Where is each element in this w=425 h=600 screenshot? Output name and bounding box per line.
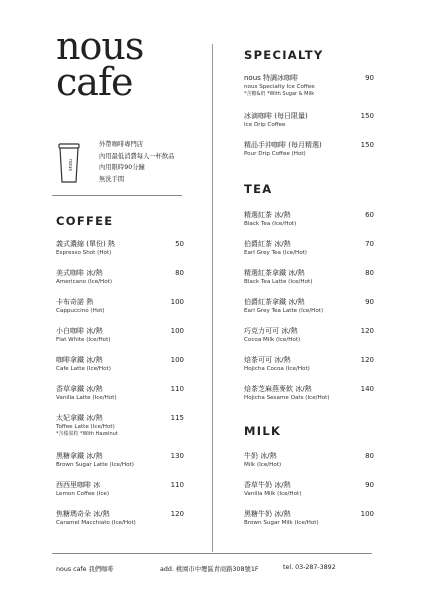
item-price: 90 [365,298,374,306]
item-price: 110 [170,481,184,489]
menu-item [244,510,319,527]
shop-info [99,139,175,185]
item-price: 115 [170,414,184,422]
menu-item [244,327,300,344]
section-title-tea: TEA [244,182,273,196]
item-price: 50 [175,240,184,248]
item-english: Black Tea Latte (Ice/Hot) [244,279,313,285]
footer-address: add. 桃園市中壢區青商路308號1F [160,566,259,573]
menu-item [56,327,110,344]
item-english: Cappuccino (Hot) [56,308,105,314]
menu-item [244,141,322,158]
item-name: 義式濃縮 (單份) 熱 [56,240,115,248]
item-english: Cafe Latte (Ice/Hot) [56,366,111,372]
item-name: 黑糖拿鐵 冰/熱 [56,452,103,460]
menu-item [56,452,134,469]
menu-item [244,240,307,257]
item-english: Hojicha Sesame Oats (Ice/Hot) [244,395,330,401]
item-english: Vanilla Latte (Ice/Hot) [56,395,117,401]
item-price: 150 [360,112,374,120]
menu-item [56,385,117,402]
column-divider [212,44,213,552]
item-price: 100 [170,356,184,364]
item-english: Toffee Latte (Ice/Hot) [56,424,115,430]
menu-item [244,298,323,315]
item-name: 伯爵紅茶 冰/熱 [244,240,291,248]
cup-label: nous [67,158,73,172]
menu-item [244,74,315,98]
item-name: 美式咖啡 冰/熱 [56,269,103,277]
menu-item [56,298,105,315]
item-name: 焙茶可可 冰/熱 [244,356,291,364]
item-price: 60 [365,211,374,219]
menu-item [56,356,111,373]
brand-logo-line2: cafe [56,60,133,104]
item-name: nous 特調冰咖啡 [244,74,299,82]
item-name: 精選紅茶 冰/熱 [244,211,291,219]
footer-phone: tel. 03-287-3892 [283,564,336,571]
item-price: 120 [360,356,374,364]
shop-info-line: 內用限時90分鐘 [99,164,145,172]
item-price: 110 [170,385,184,393]
item-price: 70 [365,240,374,248]
shop-info-line: 內用最低消費每人一杯飲品 [99,152,175,160]
item-name: 香草拿鐵 冰/熱 [56,385,103,393]
item-price: 120 [360,327,374,335]
item-english: Black Tea (Ice/Hot) [244,221,297,227]
item-name: 卡布奇諾 熱 [56,298,94,306]
section-title-specialty: SPECIALTY [244,48,324,62]
item-note: *含榛果粒 *With Hazelnut [56,431,118,437]
item-price: 90 [365,481,374,489]
item-name: 伯爵紅茶拿鐵 冰/熱 [244,298,305,306]
item-english: Espresso Shot (Hot) [56,250,112,256]
item-price: 100 [170,327,184,335]
menu-item [244,385,330,402]
item-price: 80 [365,452,374,460]
menu-item [56,481,109,498]
item-name: 太妃拿鐵 冰/熱 [56,414,103,422]
item-price: 130 [170,452,184,460]
item-name: 牛奶 冰/熱 [244,452,277,460]
item-name: 香草牛奶 冰/熱 [244,481,291,489]
menu-item [244,112,308,129]
item-english: Earl Grey Tea (Ice/Hot) [244,250,307,256]
item-english: Flat White (Ice/Hot) [56,337,111,343]
menu-item [244,269,312,286]
item-price: 100 [170,298,184,306]
item-english: Hojicha Cocoa (Ice/Hot) [244,366,310,372]
item-english: Earl Grey Tea Latte (Ice/Hot) [244,308,324,314]
item-name: 巧克力可可 冰/熱 [244,327,298,335]
menu-item [56,240,115,257]
item-price: 90 [365,74,374,82]
item-english: Vanilla Milk (Ice/Hot) [244,491,302,497]
item-english: Pour Drip Coffee (Hot) [244,151,306,157]
menu-item [244,481,301,498]
menu-item [244,452,281,469]
coffee-cup-icon [58,143,80,183]
brand-logo [56,24,206,104]
item-name: 焦糖瑪奇朵 冰/熱 [56,510,110,518]
section-title-coffee: COFFEE [56,214,114,228]
menu-item [56,510,136,527]
item-name: 西西里咖啡 冰 [56,481,101,489]
divider [52,195,182,196]
item-price: 120 [170,510,184,518]
item-english: Ice Drip Coffee [244,122,286,128]
item-price: 150 [360,141,374,149]
item-english: Brown Sugar Milk (Ice/Hot) [244,520,319,526]
item-english: Brown Sugar Latte (Ice/Hot) [56,462,134,468]
item-name: 焙茶芝麻燕麥飲 冰/熱 [244,385,312,393]
footer-divider [52,553,372,554]
shop-info-line: 外帶咖啡專門店 [99,141,144,148]
item-price: 100 [360,510,374,518]
item-name: 黑糖牛奶 冰/熱 [244,510,291,518]
menu-item [56,414,118,438]
item-english: Cocoa Milk (Ice/Hot) [244,337,301,343]
item-name: 小白咖啡 冰/熱 [56,327,103,335]
item-price: 80 [365,269,374,277]
brand-logo-line1: nous [56,24,144,68]
item-note: *含糖&奶 *With Sugar & Milk [244,91,315,97]
menu-item [56,269,112,286]
item-name: 精選紅茶拿鐵 冰/熱 [244,269,305,277]
footer-brand: nous cafe 我們咖啡 [56,566,114,573]
item-name: 精品手沖咖啡 (每月精選) [244,141,322,149]
item-english: Milk (Ice/Hot) [244,462,282,468]
menu-item [244,356,310,373]
item-english: nous Specialty Ice Coffee [244,84,315,90]
item-price: 80 [175,269,184,277]
item-name: 冰滴咖啡 (每日限量) [244,112,308,120]
shop-info-line: 無洗手間 [99,175,125,183]
item-price: 140 [360,385,374,393]
item-english: Americano (Ice/Hot) [56,279,113,285]
item-english: Caramel Macchiato (Ice/Hot) [56,520,136,526]
item-name: 咖啡拿鐵 冰/熱 [56,356,103,364]
section-title-milk: MILK [244,424,282,438]
menu-item [244,211,296,228]
item-english: Lemon Coffee (Ice) [56,491,110,497]
